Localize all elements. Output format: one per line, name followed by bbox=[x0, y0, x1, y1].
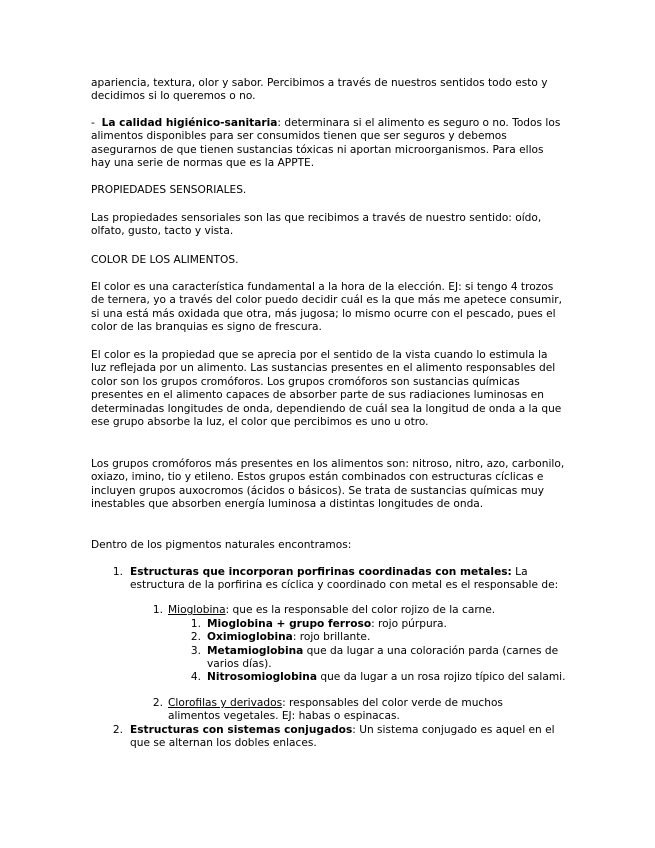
list-item-text: que da lugar a un rosa rojizo típico del salami. bbox=[317, 671, 566, 683]
list-number: 3. bbox=[190, 645, 201, 657]
list-item-mioglobina-ferroso bbox=[207, 618, 567, 631]
paragraph-propiedades-sensoriales: Las propiedades sensoriales son las que recibimos a través de nuestro sentido: oído, olfato, gusto, tacto y vista. bbox=[91, 212, 542, 238]
list-item-text: : responsables del color verde de muchos alimentos vegetales. EJ: habas o espinacas. bbox=[168, 697, 503, 723]
term-nitrosomioglobina: Nitrosomioglobina bbox=[207, 671, 317, 683]
paragraph-color-caracteristica: El color es una característica fundamental a la hora de la elección. EJ: si tengo 4 trozos de ternera, yo a través del color puedo decidir cuál es la que más me apetece consumir, si una está más oxidada que otra, más jugosa; lo mismo ocurre con el pescado, pues el color de las branquias es signo de frescura. bbox=[91, 281, 562, 334]
list-number: 1. bbox=[112, 566, 123, 578]
term-clorofilas: Clorofilas y derivados bbox=[168, 697, 283, 709]
term-mioglobina: Mioglobina bbox=[168, 604, 226, 616]
paragraph-calidad-text: : determinara si el alimento es seguro o no. Todos los alimentos disponibles para ser consumidos tienen que ser seguros y debemos asegurarnos de que tienen sustancias tóxicas ni aportan microorganismos. Para ellos hay una serie de normas que es la APPTE. bbox=[91, 117, 561, 170]
list-item-nitrosomioglobina bbox=[207, 671, 567, 684]
term-metamioglobina: Metamioglobina bbox=[207, 645, 304, 657]
list-number: 1. bbox=[190, 618, 201, 630]
list-item-oximioglobina bbox=[207, 631, 567, 644]
list-item-text: que da lugar a una coloración parda (carnes de varios días). bbox=[207, 645, 559, 671]
term-oximioglobina: Oximioglobina bbox=[207, 631, 293, 643]
term-sistemas-conjugados: Estructuras con sistemas conjugados bbox=[130, 724, 353, 736]
list-item-clorofilas bbox=[168, 697, 540, 724]
dash: - bbox=[91, 117, 95, 129]
list-item-text: : que es la responsable del color rojizo de la carne. bbox=[225, 604, 496, 616]
list-number: 2. bbox=[190, 631, 201, 643]
list-number: 2. bbox=[112, 724, 123, 736]
list-item-text: : rojo brillante. bbox=[292, 631, 371, 643]
term-calidad-higienico-sanitaria: La calidad higiénico-sanitaria bbox=[101, 117, 278, 129]
list-item-text: La estructura de la porfirina es cíclica y coordinado con metal es el responsable de: bbox=[130, 566, 559, 592]
list-item-mioglobina bbox=[168, 604, 568, 617]
heading-color-alimentos: COLOR DE LOS ALIMENTOS. bbox=[91, 254, 239, 266]
list-item-text: : rojo púrpura. bbox=[371, 618, 447, 630]
list-item-text: : Un sistema conjugado es aquel en el que se alternan los dobles enlaces. bbox=[130, 724, 555, 750]
paragraph-apariencia: apariencia, textura, olor y sabor. Percibimos a través de nuestros sentidos todo esto y decidimos si lo queremos o no. bbox=[91, 77, 548, 103]
list-item-metamioglobina bbox=[207, 645, 567, 672]
list-number: 1. bbox=[152, 604, 163, 616]
paragraph-grupos-cromoforos: Los grupos cromóforos más presentes en los alimentos son: nitroso, nitro, azo, carbonilo, oxiazo, imino, tio y etileno. Estos grupos están combinados con estructuras cíclicas e incluyen grupos auxocromos (ácidos o básicos). Se trata de sustancias químicas muy inestables que absorben energía luminosa a distintas longitudes de onda. bbox=[91, 458, 565, 511]
term-porfirinas: Estructuras que incorporan porfirinas coordinadas con metales: bbox=[130, 566, 512, 578]
paragraph-color-propiedad: El color es la propiedad que se aprecia por el sentido de la vista cuando lo estimula la luz reflejada por un alimento. Las sustancias presentes en el alimento responsables del color son los grupos cromóforos. Los grupos cromóforos son sustancias químicas presentes en el alimento capaces de absorber parte de sus radiaciones luminosas en determinadas longitudes de onda, dependiendo de cuál sea la longitud de onda a la que ese grupo absorbe la luz, el color que percibimos es uno u otro. bbox=[91, 349, 562, 429]
heading-propiedades-sensoriales: PROPIEDADES SENSORIALES. bbox=[91, 184, 247, 196]
list-number: 2. bbox=[152, 697, 163, 709]
paragraph-pigmentos-naturales: Dentro de los pigmentos naturales encontramos: bbox=[91, 539, 352, 551]
term-mioglobina-ferroso: Mioglobina + grupo ferroso bbox=[207, 618, 372, 630]
list-item-porfirinas bbox=[130, 566, 567, 593]
list-item-sistemas-conjugados bbox=[130, 724, 567, 751]
list-number: 4. bbox=[190, 671, 201, 683]
paragraph-calidad-higienico-sanitaria bbox=[91, 117, 566, 171]
